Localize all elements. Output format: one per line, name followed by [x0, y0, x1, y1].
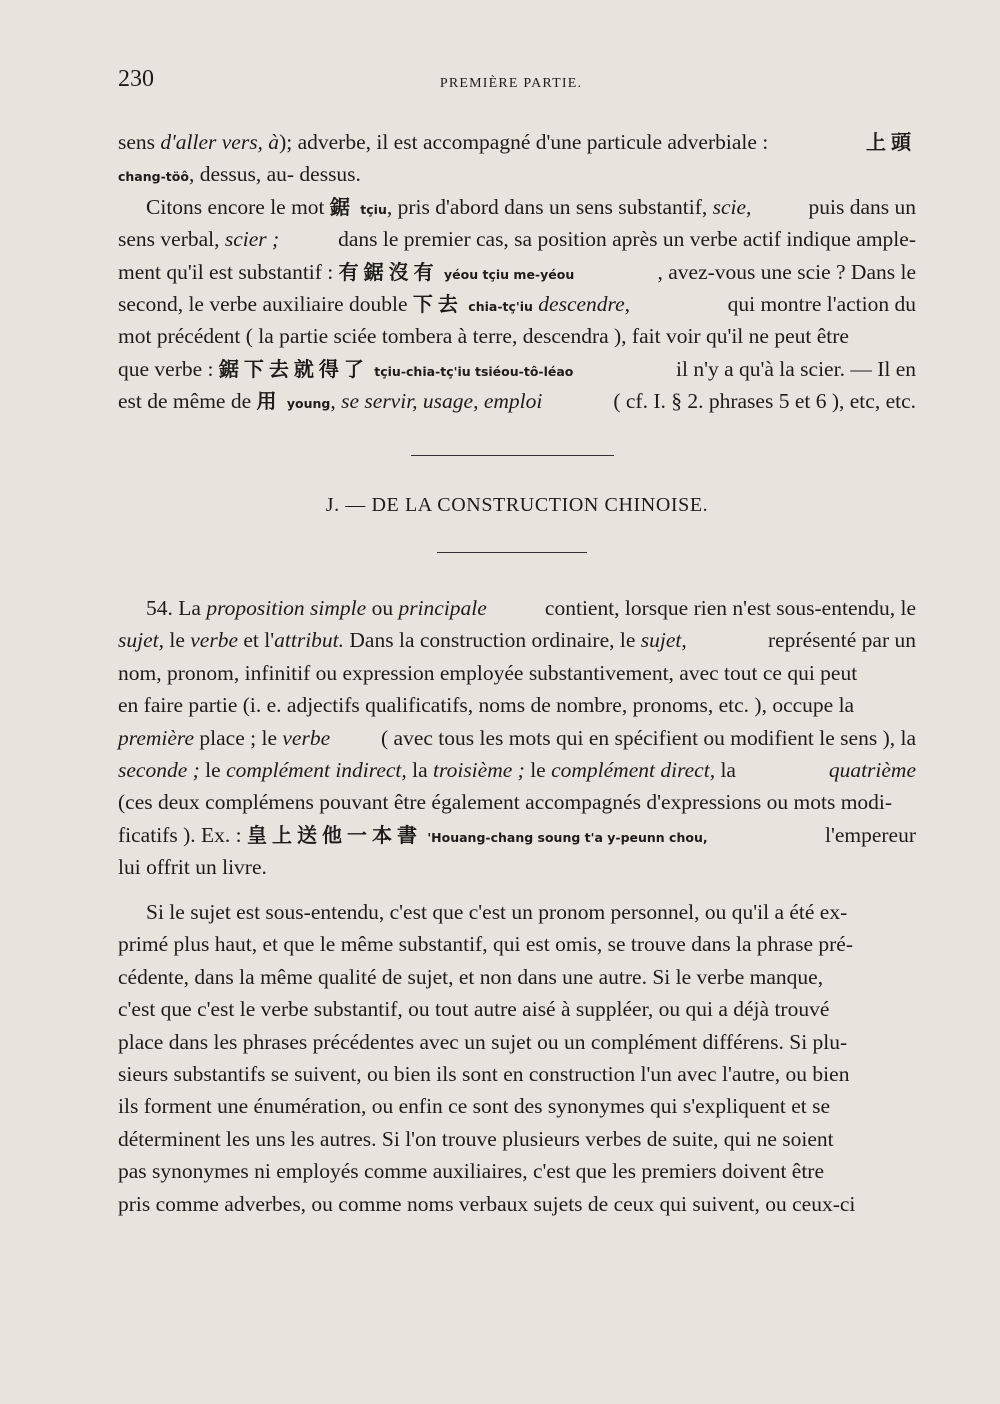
text-line: en faire partie (i. e. adjectifs qualificatifs, noms de nombre, pronoms, etc. ), occupe la: [118, 693, 855, 718]
paragraph-sujet-sous-entendu: [118, 896, 916, 1220]
text-line: ficatifs ). Ex. : 皇上送他一本書 'Houang-chang soung t'a y-peunn chou, l'empereur: [118, 822, 916, 847]
paragraph-54: [118, 592, 916, 884]
page-number: 230: [118, 66, 154, 92]
text-line: primé plus haut, et que le même substantif, qui est omis, se trouve dans la phrase pré-: [118, 932, 853, 957]
romanization: tçiu: [360, 201, 387, 217]
chinese-characters: 下去: [412, 291, 463, 316]
romanization: yéou tçiu me-yéou: [444, 266, 575, 282]
section-rule-bottom: [437, 552, 587, 553]
text-line: chang-töô, dessus, au- dessus.: [118, 162, 361, 187]
text-line: mot précédent ( la partie sciée tombera à terre, descendra ), fait voir qu'il ne peut être: [118, 324, 849, 349]
chinese-characters: 鋸: [329, 194, 355, 219]
text-line: ils forment une énumération, ou enfin ce sont des synonymes qui s'expliquent et se: [118, 1094, 831, 1119]
text-line: c'est que c'est le verbe substantif, ou tout autre aisé à suppléer, ou qui a déjà trouvé: [118, 997, 830, 1022]
text-line: première place ; le verbe ( avec tous les mots qui en spécifient ou modifient le sens ), la: [118, 725, 916, 750]
running-title: PREMIÈRE PARTIE.: [439, 76, 583, 91]
text-line: pris comme adverbes, ou comme noms verbaux sujets de ceux qui suivent, ou ceux-ci: [118, 1191, 856, 1216]
text-line: cédente, dans la même qualité de sujet, et non dans une autre. Si le verbe manque,: [118, 964, 824, 989]
text-line: place dans les phrases précédentes avec un sujet ou un complément différens. Si plu-: [118, 1029, 848, 1054]
text-line: seconde ; le complément indirect, la troisième ; le complément direct, la quatrième: [118, 757, 916, 782]
text-line: nom, pronom, infinitif ou expression employée substantivement, avec tout ce qui peut: [118, 660, 858, 685]
text-line: Citons encore le mot 鋸 tçiu, pris d'abord dans un sens substantif, scie, puis dans un: [146, 194, 916, 219]
chinese-characters: 鋸下去就得了: [218, 356, 369, 381]
romanization: young: [286, 396, 331, 412]
text-line: sieurs substantifs se suivent, ou bien ils sont en construction l'un avec l'autre, ou bien: [118, 1061, 850, 1086]
text-line: déterminent les uns les autres. Si l'on trouve plusieurs verbes de suite, qui ne soient: [118, 1126, 834, 1151]
text-line: lui offrit un livre.: [118, 855, 267, 880]
text-line: sujet, le verbe et l'attribut. Dans la construction ordinaire, le sujet, représenté par un: [118, 628, 916, 653]
chinese-characters: 上頭: [866, 130, 916, 154]
chinese-characters: 用: [256, 389, 282, 414]
text-line: sens d'aller vers, à); adverbe, il est accompagné d'une particule adverbiale : 上頭: [118, 126, 916, 158]
romanization: chia-tç'iu: [468, 298, 533, 314]
chinese-characters: 有鋸沒有: [338, 259, 439, 284]
romanization: tçiu-chia-tç'iu tsiéou-tô-léao: [374, 363, 574, 379]
section-rule-top: [411, 455, 614, 456]
text-line: 54. La proposition simple ou principale contient, lorsque rien n'est sous-entendu, le: [146, 596, 916, 620]
upper-text-block: [118, 126, 916, 418]
chinese-characters: 皇上送他一本書: [246, 822, 422, 847]
page-header: [118, 66, 904, 100]
text-line: que verbe : 鋸下去就得了 tçiu-chia-tç'iu tsiéou-tô-léao il n'y a qu'à la scier. — Il en: [118, 356, 916, 381]
text-line: pas synonymes ni employés comme auxiliaires, c'est que les premiers doivent être: [118, 1159, 825, 1184]
romanization: chang-töô: [118, 169, 189, 185]
text-line: ment qu'il est substantif : 有鋸沒有 yéou tçiu me-yéou , avez-vous une scie ? Dans le: [118, 259, 916, 284]
text-line: est de même de 用 young, se servir, usage, emploi ( cf. I. § 2. phrases 5 et 6 ), etc, etc.: [118, 389, 916, 414]
text-line: second, le verbe auxiliaire double 下去 chia-tç'iu descendre, qui montre l'action du: [118, 291, 916, 316]
text-line: sens verbal, scier ; dans le premier cas, sa position après un verbe actif indique ample-: [118, 227, 916, 252]
text-line: (ces deux complémens pouvant être également accompagnés d'expressions ou mots modi-: [118, 790, 893, 815]
romanization: 'Houang-chang soung t'a y-peunn chou,: [427, 829, 708, 845]
section-heading: J. — DE LA CONSTRUCTION CHINOISE.: [325, 494, 709, 516]
text-line: Si le sujet est sous-entendu, c'est que c'est un pronom personnel, ou qu'il a été ex-: [146, 900, 848, 924]
